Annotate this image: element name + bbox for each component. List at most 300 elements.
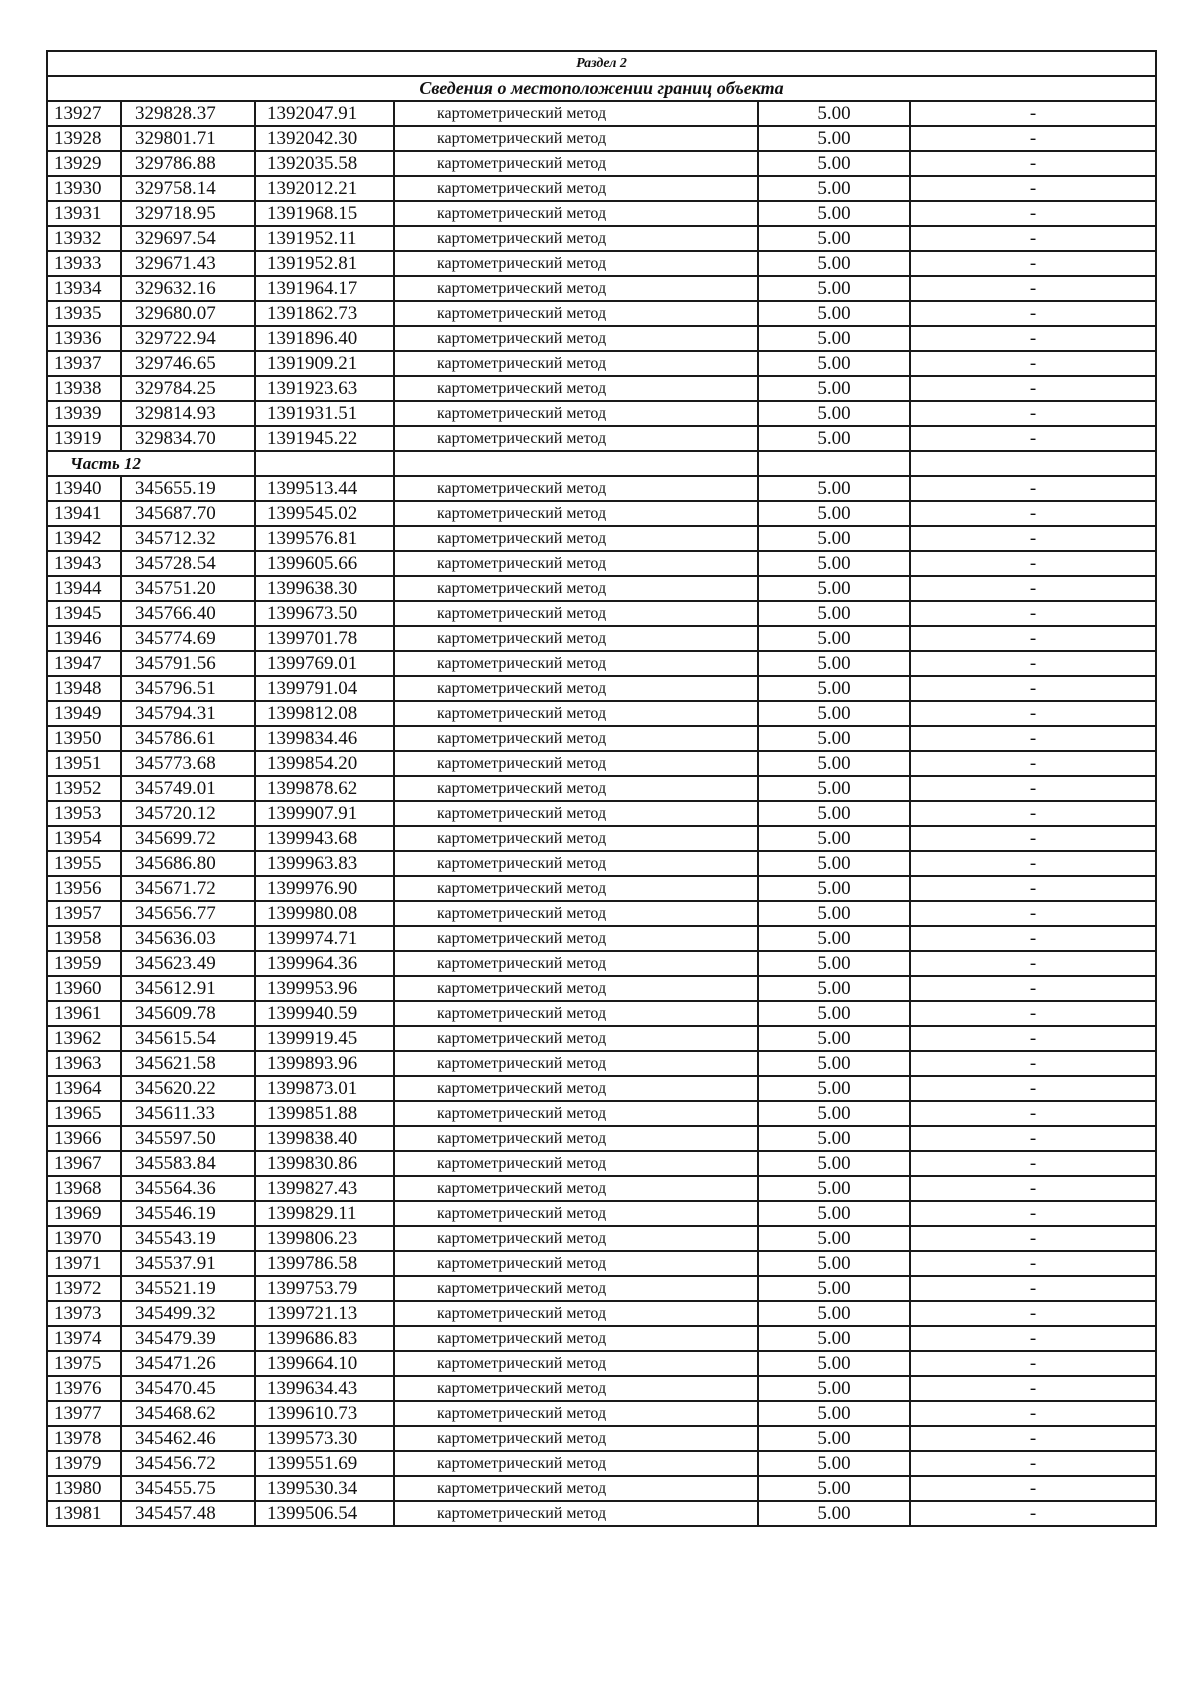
determination-method: картометрический метод	[394, 701, 758, 726]
determination-method: картометрический метод	[394, 101, 758, 126]
point-number: 13931	[47, 201, 121, 226]
point-number: 13939	[47, 401, 121, 426]
accuracy-value: 5.00	[758, 1301, 910, 1326]
y-coordinate: 1399573.30	[255, 1426, 394, 1451]
point-number: 13949	[47, 701, 121, 726]
accuracy-value: 5.00	[758, 726, 910, 751]
x-coordinate: 345615.54	[121, 1026, 255, 1051]
x-coordinate: 345583.84	[121, 1151, 255, 1176]
point-number: 13938	[47, 376, 121, 401]
determination-method: картометрический метод	[394, 1451, 758, 1476]
note-dash: -	[910, 951, 1156, 976]
y-coordinate: 1399791.04	[255, 676, 394, 701]
accuracy-value: 5.00	[758, 1426, 910, 1451]
x-coordinate: 329784.25	[121, 376, 255, 401]
note-dash: -	[910, 1401, 1156, 1426]
accuracy-value: 5.00	[758, 1476, 910, 1501]
determination-method: картометрический метод	[394, 901, 758, 926]
table-row	[47, 226, 1156, 251]
point-number: 13968	[47, 1176, 121, 1201]
point-number: 13969	[47, 1201, 121, 1226]
y-coordinate: 1399551.69	[255, 1451, 394, 1476]
table-row	[47, 326, 1156, 351]
note-dash: -	[910, 1251, 1156, 1276]
accuracy-value: 5.00	[758, 601, 910, 626]
table-row	[47, 1376, 1156, 1401]
x-coordinate: 345609.78	[121, 1001, 255, 1026]
y-coordinate: 1399806.23	[255, 1226, 394, 1251]
note-dash: -	[910, 626, 1156, 651]
accuracy-value: 5.00	[758, 351, 910, 376]
y-coordinate: 1399830.86	[255, 1151, 394, 1176]
point-number: 13934	[47, 276, 121, 301]
x-coordinate: 329722.94	[121, 326, 255, 351]
accuracy-value: 5.00	[758, 1101, 910, 1126]
x-coordinate: 345470.45	[121, 1376, 255, 1401]
table-row	[47, 1501, 1156, 1526]
determination-method: картометрический метод	[394, 576, 758, 601]
determination-method: картометрический метод	[394, 776, 758, 801]
x-coordinate: 329834.70	[121, 426, 255, 451]
determination-method: картометрический метод	[394, 601, 758, 626]
y-coordinate: 1399834.46	[255, 726, 394, 751]
note-dash: -	[910, 201, 1156, 226]
x-coordinate: 345456.72	[121, 1451, 255, 1476]
y-coordinate: 1399786.58	[255, 1251, 394, 1276]
accuracy-value: 5.00	[758, 576, 910, 601]
table-row	[47, 1476, 1156, 1501]
point-number: 13935	[47, 301, 121, 326]
table-row	[47, 1401, 1156, 1426]
x-coordinate: 345623.49	[121, 951, 255, 976]
note-dash: -	[910, 1201, 1156, 1226]
heading-row	[47, 76, 1156, 101]
y-coordinate: 1399838.40	[255, 1126, 394, 1151]
x-coordinate: 345564.36	[121, 1176, 255, 1201]
table-row	[47, 376, 1156, 401]
determination-method: картометрический метод	[394, 426, 758, 451]
table-row	[47, 1026, 1156, 1051]
y-coordinate: 1391896.40	[255, 326, 394, 351]
point-number: 13940	[47, 476, 121, 501]
determination-method: картометрический метод	[394, 526, 758, 551]
table-row	[47, 1326, 1156, 1351]
y-coordinate: 1391952.11	[255, 226, 394, 251]
accuracy-value: 5.00	[758, 1376, 910, 1401]
table-row	[47, 526, 1156, 551]
x-coordinate: 345636.03	[121, 926, 255, 951]
accuracy-value: 5.00	[758, 1451, 910, 1476]
determination-method: картометрический метод	[394, 151, 758, 176]
table-row	[47, 201, 1156, 226]
x-coordinate: 345794.31	[121, 701, 255, 726]
x-coordinate: 345457.48	[121, 1501, 255, 1526]
note-dash: -	[910, 301, 1156, 326]
point-number: 13974	[47, 1326, 121, 1351]
determination-method: картометрический метод	[394, 1226, 758, 1251]
y-coordinate: 1399907.91	[255, 801, 394, 826]
x-coordinate: 345471.26	[121, 1351, 255, 1376]
accuracy-value: 5.00	[758, 376, 910, 401]
note-dash: -	[910, 776, 1156, 801]
x-coordinate: 345774.69	[121, 626, 255, 651]
note-dash: -	[910, 851, 1156, 876]
accuracy-value: 5.00	[758, 251, 910, 276]
determination-method: картометрический метод	[394, 876, 758, 901]
determination-method: картометрический метод	[394, 351, 758, 376]
y-coordinate: 1399974.71	[255, 926, 394, 951]
table-row	[47, 701, 1156, 726]
x-coordinate: 345656.77	[121, 901, 255, 926]
note-dash: -	[910, 701, 1156, 726]
point-number: 13927	[47, 101, 121, 126]
determination-method: картометрический метод	[394, 476, 758, 501]
table-row	[47, 1426, 1156, 1451]
y-coordinate: 1399530.34	[255, 1476, 394, 1501]
x-coordinate: 345686.80	[121, 851, 255, 876]
determination-method: картометрический метод	[394, 1101, 758, 1126]
y-coordinate: 1399854.20	[255, 751, 394, 776]
note-dash: -	[910, 476, 1156, 501]
y-coordinate: 1399851.88	[255, 1101, 394, 1126]
determination-method: картометрический метод	[394, 401, 758, 426]
point-number: 13953	[47, 801, 121, 826]
note-dash: -	[910, 1051, 1156, 1076]
determination-method: картометрический метод	[394, 826, 758, 851]
accuracy-value: 5.00	[758, 501, 910, 526]
accuracy-value: 5.00	[758, 1026, 910, 1051]
y-coordinate: 1399829.11	[255, 1201, 394, 1226]
y-coordinate: 1391952.81	[255, 251, 394, 276]
point-number: 13960	[47, 976, 121, 1001]
accuracy-value: 5.00	[758, 651, 910, 676]
note-dash: -	[910, 551, 1156, 576]
y-coordinate: 1399638.30	[255, 576, 394, 601]
note-dash: -	[910, 1451, 1156, 1476]
determination-method: картометрический метод	[394, 1151, 758, 1176]
y-coordinate: 1399701.78	[255, 626, 394, 651]
note-dash: -	[910, 976, 1156, 1001]
note-dash: -	[910, 1176, 1156, 1201]
table-row	[47, 851, 1156, 876]
table-row	[47, 651, 1156, 676]
table-row	[47, 251, 1156, 276]
accuracy-value: 5.00	[758, 676, 910, 701]
determination-method: картометрический метод	[394, 676, 758, 701]
point-number: 13966	[47, 1126, 121, 1151]
table-row	[47, 276, 1156, 301]
point-number: 13976	[47, 1376, 121, 1401]
accuracy-value: 5.00	[758, 951, 910, 976]
table-row	[47, 1451, 1156, 1476]
point-number: 13943	[47, 551, 121, 576]
table-row	[47, 501, 1156, 526]
point-number: 13956	[47, 876, 121, 901]
point-number: 13980	[47, 1476, 121, 1501]
note-dash: -	[910, 326, 1156, 351]
accuracy-value: 5.00	[758, 776, 910, 801]
point-number: 13930	[47, 176, 121, 201]
determination-method: картометрический метод	[394, 301, 758, 326]
y-coordinate: 1399943.68	[255, 826, 394, 851]
note-dash: -	[910, 501, 1156, 526]
point-number: 13919	[47, 426, 121, 451]
x-coordinate: 345712.32	[121, 526, 255, 551]
table-row	[47, 926, 1156, 951]
x-coordinate: 345671.72	[121, 876, 255, 901]
x-coordinate: 345597.50	[121, 1126, 255, 1151]
note-dash: -	[910, 726, 1156, 751]
table-row	[47, 1176, 1156, 1201]
table-row	[47, 551, 1156, 576]
table-row	[47, 1351, 1156, 1376]
note-dash: -	[910, 276, 1156, 301]
point-number: 13952	[47, 776, 121, 801]
determination-method: картометрический метод	[394, 1326, 758, 1351]
y-coordinate: 1391909.21	[255, 351, 394, 376]
note-dash: -	[910, 1101, 1156, 1126]
note-dash: -	[910, 1276, 1156, 1301]
part-label: Часть 12	[47, 451, 255, 476]
part-cell-empty	[255, 451, 394, 476]
note-dash: -	[910, 401, 1156, 426]
x-coordinate: 329746.65	[121, 351, 255, 376]
note-dash: -	[910, 126, 1156, 151]
point-number: 13957	[47, 901, 121, 926]
note-dash: -	[910, 1501, 1156, 1526]
table-row	[47, 776, 1156, 801]
x-coordinate: 345537.91	[121, 1251, 255, 1276]
point-number: 13979	[47, 1451, 121, 1476]
table-row	[47, 1076, 1156, 1101]
accuracy-value: 5.00	[758, 1176, 910, 1201]
accuracy-value: 5.00	[758, 426, 910, 451]
table-row	[47, 1276, 1156, 1301]
x-coordinate: 329680.07	[121, 301, 255, 326]
determination-method: картометрический метод	[394, 1351, 758, 1376]
x-coordinate: 345468.62	[121, 1401, 255, 1426]
y-coordinate: 1399963.83	[255, 851, 394, 876]
determination-method: картометрический метод	[394, 551, 758, 576]
determination-method: картометрический метод	[394, 1301, 758, 1326]
y-coordinate: 1399976.90	[255, 876, 394, 901]
section-label-row	[47, 51, 1156, 76]
determination-method: картометрический метод	[394, 1376, 758, 1401]
table-row	[47, 1126, 1156, 1151]
accuracy-value: 5.00	[758, 101, 910, 126]
point-number: 13967	[47, 1151, 121, 1176]
note-dash: -	[910, 1226, 1156, 1251]
point-number: 13959	[47, 951, 121, 976]
determination-method: картометрический метод	[394, 126, 758, 151]
table-row	[47, 1201, 1156, 1226]
note-dash: -	[910, 1151, 1156, 1176]
part-divider-row	[47, 451, 1156, 476]
x-coordinate: 329718.95	[121, 201, 255, 226]
note-dash: -	[910, 651, 1156, 676]
accuracy-value: 5.00	[758, 1151, 910, 1176]
x-coordinate: 345773.68	[121, 751, 255, 776]
point-number: 13947	[47, 651, 121, 676]
point-number: 13941	[47, 501, 121, 526]
table-row	[47, 801, 1156, 826]
table-row	[47, 1001, 1156, 1026]
determination-method: картометрический метод	[394, 1251, 758, 1276]
determination-method: картометрический метод	[394, 751, 758, 776]
y-coordinate: 1392035.58	[255, 151, 394, 176]
accuracy-value: 5.00	[758, 276, 910, 301]
x-coordinate: 345611.33	[121, 1101, 255, 1126]
point-number: 13955	[47, 851, 121, 876]
determination-method: картометрический метод	[394, 1401, 758, 1426]
y-coordinate: 1399545.02	[255, 501, 394, 526]
x-coordinate: 329814.93	[121, 401, 255, 426]
table-row	[47, 726, 1156, 751]
x-coordinate: 345546.19	[121, 1201, 255, 1226]
y-coordinate: 1399827.43	[255, 1176, 394, 1201]
point-number: 13936	[47, 326, 121, 351]
accuracy-value: 5.00	[758, 1326, 910, 1351]
point-number: 13932	[47, 226, 121, 251]
y-coordinate: 1399721.13	[255, 1301, 394, 1326]
determination-method: картометрический метод	[394, 626, 758, 651]
x-coordinate: 345796.51	[121, 676, 255, 701]
note-dash: -	[910, 1351, 1156, 1376]
determination-method: картометрический метод	[394, 1426, 758, 1451]
point-number: 13962	[47, 1026, 121, 1051]
point-number: 13951	[47, 751, 121, 776]
point-number: 13961	[47, 1001, 121, 1026]
accuracy-value: 5.00	[758, 801, 910, 826]
accuracy-value: 5.00	[758, 226, 910, 251]
note-dash: -	[910, 101, 1156, 126]
y-coordinate: 1399664.10	[255, 1351, 394, 1376]
accuracy-value: 5.00	[758, 1001, 910, 1026]
table-row	[47, 176, 1156, 201]
accuracy-value: 5.00	[758, 176, 910, 201]
y-coordinate: 1392012.21	[255, 176, 394, 201]
determination-method: картометрический метод	[394, 851, 758, 876]
table-row	[47, 676, 1156, 701]
note-dash: -	[910, 376, 1156, 401]
table-row	[47, 976, 1156, 1001]
page-heading: Сведения о местоположении границ объекта	[47, 76, 1156, 101]
note-dash: -	[910, 1476, 1156, 1501]
determination-method: картометрический метод	[394, 501, 758, 526]
table-row	[47, 601, 1156, 626]
accuracy-value: 5.00	[758, 126, 910, 151]
determination-method: картометрический метод	[394, 1126, 758, 1151]
determination-method: картометрический метод	[394, 976, 758, 1001]
point-number: 13933	[47, 251, 121, 276]
accuracy-value: 5.00	[758, 976, 910, 1001]
point-number: 13975	[47, 1351, 121, 1376]
x-coordinate: 345462.46	[121, 1426, 255, 1451]
y-coordinate: 1399873.01	[255, 1076, 394, 1101]
part-cell-empty	[758, 451, 910, 476]
x-coordinate: 345455.75	[121, 1476, 255, 1501]
note-dash: -	[910, 1026, 1156, 1051]
part-cell-empty	[910, 451, 1156, 476]
x-coordinate: 345766.40	[121, 601, 255, 626]
accuracy-value: 5.00	[758, 151, 910, 176]
table-row	[47, 101, 1156, 126]
determination-method: картометрический метод	[394, 726, 758, 751]
table-row	[47, 1301, 1156, 1326]
table-row	[47, 576, 1156, 601]
x-coordinate: 345543.19	[121, 1226, 255, 1251]
y-coordinate: 1399605.66	[255, 551, 394, 576]
y-coordinate: 1391964.17	[255, 276, 394, 301]
y-coordinate: 1399753.79	[255, 1276, 394, 1301]
note-dash: -	[910, 826, 1156, 851]
point-number: 13973	[47, 1301, 121, 1326]
y-coordinate: 1399893.96	[255, 1051, 394, 1076]
y-coordinate: 1399673.50	[255, 601, 394, 626]
point-number: 13972	[47, 1276, 121, 1301]
determination-method: картометрический метод	[394, 276, 758, 301]
y-coordinate: 1399964.36	[255, 951, 394, 976]
x-coordinate: 329801.71	[121, 126, 255, 151]
table-row	[47, 1251, 1156, 1276]
x-coordinate: 345612.91	[121, 976, 255, 1001]
x-coordinate: 329671.43	[121, 251, 255, 276]
boundary-points-table	[46, 50, 1157, 1527]
note-dash: -	[910, 176, 1156, 201]
x-coordinate: 345720.12	[121, 801, 255, 826]
point-number: 13954	[47, 826, 121, 851]
note-dash: -	[910, 576, 1156, 601]
point-number: 13945	[47, 601, 121, 626]
x-coordinate: 345655.19	[121, 476, 255, 501]
x-coordinate: 345791.56	[121, 651, 255, 676]
accuracy-value: 5.00	[758, 1501, 910, 1526]
accuracy-value: 5.00	[758, 851, 910, 876]
accuracy-value: 5.00	[758, 1201, 910, 1226]
note-dash: -	[910, 251, 1156, 276]
determination-method: картометрический метод	[394, 176, 758, 201]
point-number: 13944	[47, 576, 121, 601]
table-row	[47, 426, 1156, 451]
x-coordinate: 345728.54	[121, 551, 255, 576]
point-number: 13977	[47, 1401, 121, 1426]
y-coordinate: 1391923.63	[255, 376, 394, 401]
point-number: 13978	[47, 1426, 121, 1451]
note-dash: -	[910, 801, 1156, 826]
determination-method: картометрический метод	[394, 1026, 758, 1051]
note-dash: -	[910, 1301, 1156, 1326]
table-row	[47, 1151, 1156, 1176]
note-dash: -	[910, 1376, 1156, 1401]
table-row	[47, 401, 1156, 426]
y-coordinate: 1399940.59	[255, 1001, 394, 1026]
y-coordinate: 1391945.22	[255, 426, 394, 451]
table-row	[47, 476, 1156, 501]
point-number: 13958	[47, 926, 121, 951]
determination-method: картометрический метод	[394, 1501, 758, 1526]
determination-method: картометрический метод	[394, 651, 758, 676]
accuracy-value: 5.00	[758, 1251, 910, 1276]
point-number: 13981	[47, 1501, 121, 1526]
point-number: 13970	[47, 1226, 121, 1251]
x-coordinate: 345699.72	[121, 826, 255, 851]
note-dash: -	[910, 1001, 1156, 1026]
note-dash: -	[910, 751, 1156, 776]
table-row	[47, 626, 1156, 651]
note-dash: -	[910, 526, 1156, 551]
y-coordinate: 1399812.08	[255, 701, 394, 726]
table-row	[47, 826, 1156, 851]
